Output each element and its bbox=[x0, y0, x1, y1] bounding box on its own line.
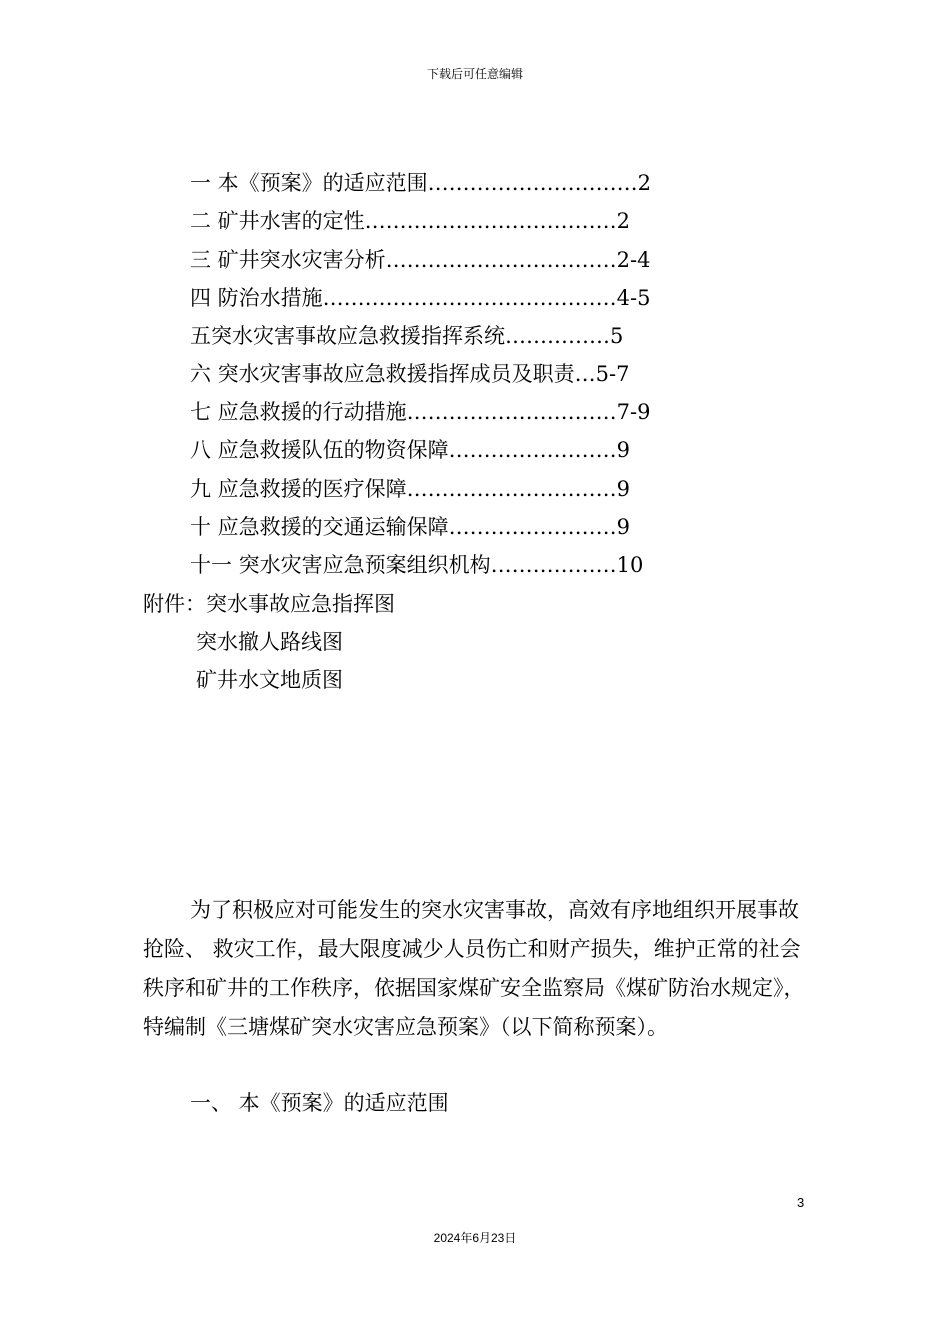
page-header: 下载后可任意编辑 bbox=[426, 67, 523, 81]
section-heading: 一、 本《预案》的适应范围 bbox=[190, 1091, 449, 1115]
toc-entry[interactable]: 十一 突水灾害应急预案组织机构………………10 bbox=[190, 553, 644, 577]
page-number: 3 bbox=[797, 1195, 805, 1210]
attachment-item: 矿井水文地质图 bbox=[196, 668, 343, 692]
toc-entry[interactable]: 九 应急救援的医疗保障…………………………9 bbox=[190, 477, 631, 501]
toc-entry[interactable]: 五突水灾害事故应急救援指挥系统……………5 bbox=[190, 324, 624, 348]
toc-entry[interactable]: 一 本《预案》的适应范围…………………………2 bbox=[190, 171, 652, 195]
body-section bbox=[143, 891, 813, 1047]
toc-entry[interactable]: 三 矿井突水灾害分析……………………………2-4 bbox=[190, 248, 651, 272]
attachments-label: 附件：突水事故应急指挥图 bbox=[143, 592, 395, 616]
toc-entry[interactable]: 二 矿井水害的定性………………………………2 bbox=[190, 209, 631, 233]
toc-entry[interactable]: 四 防治水措施……………………………………4-5 bbox=[190, 286, 651, 310]
toc-entry[interactable]: 十 应急救援的交通运输保障……………………9 bbox=[190, 515, 631, 539]
toc-entry[interactable]: 八 应急救援队伍的物资保障……………………9 bbox=[190, 438, 631, 462]
intro-paragraph: 为了积极应对可能发生的突水灾害事故，高效有序地组织开展事故抢险、 救灾工作，最大限度减少人员伤亡和财产损失，维护正常的社会秩序和矿井的工作秩序，依据国家煤矿安全监察局《煤矿防治水规定》， 特编制《三塘煤矿突水灾害应急预案》（以下简称预案）。 bbox=[143, 898, 805, 1039]
toc-entry[interactable]: 六 突水灾害事故应急救援指挥成员及职责…5-7 bbox=[190, 362, 630, 386]
toc-entry[interactable]: 七 应急救援的行动措施…………………………7-9 bbox=[190, 400, 651, 424]
page-footer-date: 2024年6月23日 bbox=[433, 1231, 517, 1245]
attachment-item: 突水撤人路线图 bbox=[196, 630, 343, 654]
